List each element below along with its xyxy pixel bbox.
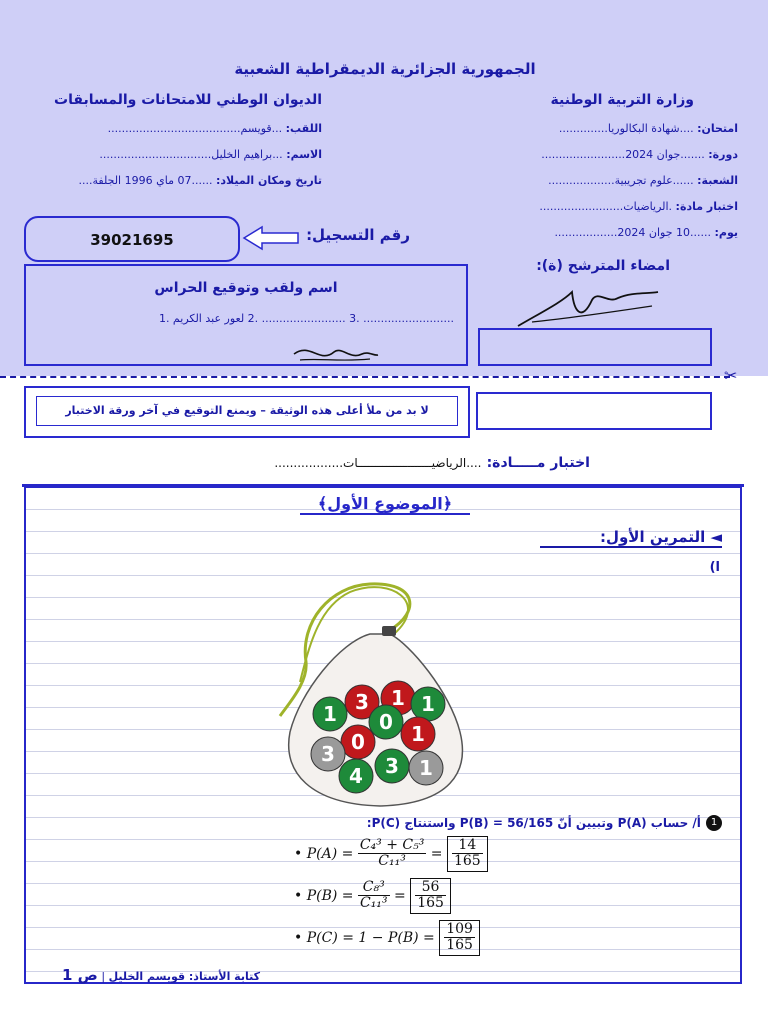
registration-arrow-icon: [242, 225, 300, 251]
notice-inner: [36, 396, 458, 426]
ball-number: 0: [379, 710, 393, 734]
subject-label: اختبار مـــــادة:: [486, 455, 590, 471]
part-label: ا): [709, 560, 720, 575]
candidate-signature-label: امضاء المترشح (ة):: [536, 258, 670, 274]
ball-number: 1: [391, 686, 405, 710]
ball-number: 1: [323, 702, 337, 726]
subject-value: ....الرياضيـــــــــــــــــــــات..................: [274, 456, 482, 470]
ball-number: 3: [355, 690, 369, 714]
ball-number: 4: [349, 764, 363, 788]
footer-author: كتابة الأستاذ: قويسم الخليل: [108, 970, 260, 983]
ball-number: 3: [321, 742, 335, 766]
guards-title: اسم ولقب وتوقيع الحراس: [154, 280, 338, 296]
scissors-icon: ✂: [724, 366, 738, 385]
field-day: يوم: ......10 جوان 2024..................: [554, 226, 738, 239]
footer: كتابة الأستاذ: قويسم الخليل | ص 1: [62, 966, 260, 984]
bag-illustration: [270, 582, 470, 808]
candidate-signature-box: [478, 328, 712, 366]
field-session: دورة: .......جوان 2024........................: [541, 148, 738, 161]
field-birth: تاريخ ومكان الميلاد: ......07 ماي 1996 الجلفة....: [78, 174, 322, 187]
exercise-title: ◄ التمرين الأول:: [540, 528, 722, 548]
office-title: الديوان الوطني للامتحانات والمسابقات: [54, 92, 322, 108]
ball-number: 0: [351, 730, 365, 754]
ball-number: 1: [411, 722, 425, 746]
ball-number: 3: [385, 754, 399, 778]
result-pc: $\frac{109}{165}$: [439, 920, 480, 956]
field-exam: امتحان: ....شهادة البكالوريا..............: [558, 122, 738, 135]
notice-box: [24, 386, 470, 438]
guards-box: [24, 264, 468, 366]
topic-title: ﴿الموضوع الأول﴾: [300, 494, 470, 515]
registration-label: رقم التسجيل:: [306, 226, 410, 244]
field-lastname: اللقب: ...قويسم......................................: [107, 122, 322, 135]
question-row: [360, 812, 722, 831]
notice-text: لا بد من ملأ أعلى هذه الوثيقة – ويمنع التوقيع في آخر ورقة الاختبار: [65, 404, 429, 417]
field-stream: الشعبة: ......علوم تجريبية...................: [548, 174, 738, 187]
question-number-badge: 1: [706, 815, 722, 831]
ministry-title: وزارة التربية الوطنية: [550, 92, 694, 108]
candidate-signature: [512, 282, 662, 332]
formula-pa: • P(A) = $\frac{\text{C₄³ + C₅³}}{\text{C₁₁³}}$ = $\frac{14}{165}$: [294, 836, 488, 872]
field-firstname: الاسم: ...براهيم الخليل................................: [99, 148, 322, 161]
question-text: أ/ حساب P(A) وتبيين أنّ P(B) = 56/165 واستنتاج P(C):: [366, 816, 701, 830]
page-number: ص 1: [62, 966, 98, 984]
result-pa: $\frac{14}{165}$: [447, 836, 488, 872]
notice-right-box: [476, 392, 712, 430]
ball-number: 1: [421, 692, 435, 716]
registration-number-box: [24, 216, 240, 262]
cut-line: [0, 376, 730, 378]
republic-title: الجمهورية الجزائرية الديمقراطية الشعبية: [234, 60, 536, 78]
subject-line: [80, 452, 590, 471]
registration-number: 39021695: [90, 231, 174, 249]
field-subject: اختبار مادة: .الرياضيات........................: [539, 200, 738, 213]
formula-pb: • P(B) = $\frac{\text{C₈³}}{\text{C₁₁³}}$ = $\frac{56}{165}$: [294, 878, 451, 914]
left-fields: [30, 122, 322, 200]
right-fields: [480, 122, 738, 252]
ball-number: 1: [419, 756, 433, 780]
bag-knot: [382, 626, 396, 636]
guard-signature: [290, 340, 380, 366]
formula-pc: • P(C) = 1 − P(B) = $\frac{109}{165}$: [294, 920, 480, 956]
result-pb: $\frac{56}{165}$: [410, 878, 451, 914]
guards-line: .......................... .3 ........................ .2 لعور عبد الكريم .1: [158, 312, 454, 325]
